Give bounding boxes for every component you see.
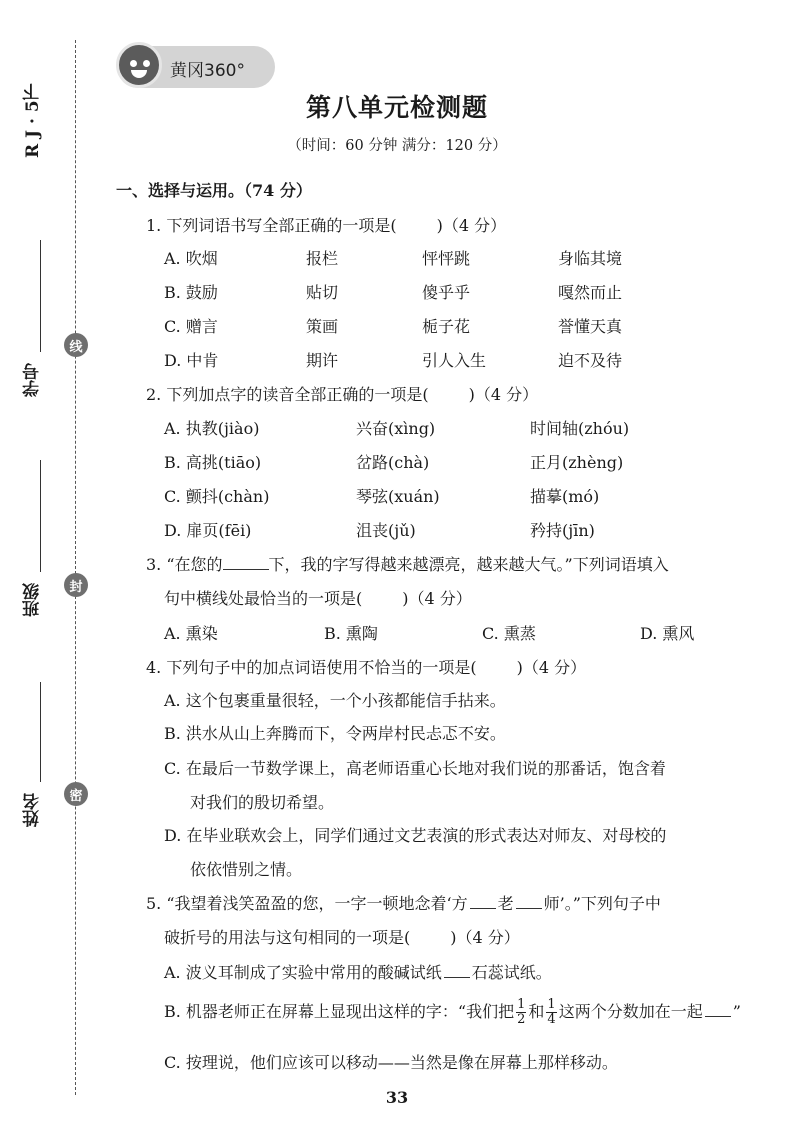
q3-option-b[interactable]: B. 熏陶 bbox=[324, 624, 378, 643]
q4-option-d-cont: 依依惜别之情。 bbox=[190, 860, 303, 879]
q2-word: 兴奋(xìng) bbox=[356, 419, 436, 438]
page-title: 第八单元检测题 bbox=[305, 93, 488, 122]
q5-option-a[interactable]: A. 波义耳制成了实验中常用的酸碱试纸 石蕊试纸。 bbox=[164, 963, 552, 982]
q1-word: 期许 bbox=[306, 351, 339, 370]
mascot-icon bbox=[116, 42, 162, 88]
question-4-stem: 4. 下列句子中的加点词语使用不恰当的一项是( )（4 分） bbox=[146, 658, 587, 677]
q1-option-b[interactable]: B. 鼓励 bbox=[164, 283, 218, 302]
q1-word: 报栏 bbox=[306, 249, 339, 268]
seal-seal: 封 bbox=[64, 573, 88, 597]
question-5-line2: 破折号的用法与这句相同的一项是( )（4 分） bbox=[164, 928, 520, 947]
q3-option-c[interactable]: C. 熏蒸 bbox=[482, 624, 536, 643]
page-subtitle: （时间：60 分钟 满分：120 分） bbox=[287, 138, 507, 154]
question-2-stem: 2. 下列加点字的读音全部正确的一项是( )（4 分） bbox=[146, 385, 539, 404]
q3-option-a[interactable]: A. 熏染 bbox=[164, 624, 218, 643]
name-field[interactable] bbox=[40, 682, 41, 782]
q4-option-d[interactable]: D. 在毕业联欢会上，同学们通过文艺表演的形式表达对师友、对母校的 bbox=[164, 826, 667, 845]
q4-option-c-cont: 对我们的殷切希望。 bbox=[190, 793, 335, 812]
q1-word: 怦怦跳 bbox=[422, 249, 471, 268]
section-heading: 一、选择与运用。（74 分） bbox=[116, 181, 312, 200]
class-label: 班级 bbox=[23, 583, 43, 617]
question-3-line2: 句中横线处最恰当的一项是( )（4 分） bbox=[164, 589, 472, 608]
q2-option-c[interactable]: C. 颤抖(chàn) bbox=[164, 487, 270, 506]
q2-word: 琴弦(xuán) bbox=[356, 487, 440, 506]
edition-label: R J · 5下 bbox=[23, 83, 43, 159]
q1-option-a[interactable]: A. 吹烟 bbox=[164, 249, 218, 268]
q4-option-a[interactable]: A. 这个包裹重量很轻，一个小孩都能信手拈来。 bbox=[164, 691, 506, 710]
q1-word: 誉懂天真 bbox=[558, 317, 623, 336]
q1-option-c[interactable]: C. 赠言 bbox=[164, 317, 218, 336]
q2-word: 沮丧(jǔ) bbox=[356, 521, 416, 540]
q1-word: 嘎然而止 bbox=[558, 283, 623, 302]
q5-option-c[interactable]: C. 按理说，他们应该可以移动——当然是像在屏幕上那样移动。 bbox=[164, 1053, 618, 1072]
q2-word: 时间轴(zhóu) bbox=[530, 419, 630, 438]
q4-option-b[interactable]: B. 洪水从山上奔腾而下，令两岸村民忐忑不安。 bbox=[164, 724, 506, 743]
fraction-quarter: $\frac{1}{4}$ bbox=[547, 997, 556, 1027]
q2-word: 岔路(chà) bbox=[356, 453, 430, 472]
student-id-label: 学号 bbox=[23, 363, 43, 397]
q1-word: 引人入生 bbox=[422, 351, 487, 370]
q1-word: 身临其境 bbox=[558, 249, 623, 268]
question-5-line1: 5. “我望着浅笑盈盈的您，一字一顿地念着‘方 老 师’。”下列句子中 bbox=[146, 894, 661, 913]
student-id-field[interactable] bbox=[40, 240, 41, 352]
q1-word: 策画 bbox=[306, 317, 339, 336]
q2-option-b[interactable]: B. 高挑(tiāo) bbox=[164, 453, 262, 472]
q2-word: 描摹(mó) bbox=[530, 487, 600, 506]
page-number: 33 bbox=[385, 1088, 409, 1107]
fraction-half: $\frac{1}{2}$ bbox=[517, 997, 526, 1027]
brand-text: 黄冈360° bbox=[170, 61, 245, 81]
q1-word: 栀子花 bbox=[422, 317, 471, 336]
q1-word: 傻乎乎 bbox=[422, 283, 471, 302]
question-1-stem: 1. 下列词语书写全部正确的一项是( )（4 分） bbox=[146, 216, 507, 235]
q5-option-b[interactable]: B. 机器老师正在屏幕上显现出这样的字：“我们把 $\frac{1}{2}$ 和 $\frac{1}{4}$ 这两个分数加在一起 ” bbox=[164, 997, 741, 1027]
name-label: 姓名 bbox=[23, 793, 43, 827]
q1-option-d[interactable]: D. 中肯 bbox=[164, 351, 219, 370]
q1-word: 贴切 bbox=[306, 283, 339, 302]
binding-dashed-line bbox=[75, 40, 76, 1095]
q4-option-c[interactable]: C. 在最后一节数学课上，高老师语重心长地对我们说的那番话，饱含着 bbox=[164, 759, 666, 778]
q1-word: 迫不及待 bbox=[558, 351, 623, 370]
q2-option-d[interactable]: D. 扉页(fēi) bbox=[164, 521, 252, 540]
q3-option-d[interactable]: D. 熏风 bbox=[640, 624, 695, 643]
seal-line: 线 bbox=[64, 333, 88, 357]
seal-secret: 密 bbox=[64, 782, 88, 806]
q2-option-a[interactable]: A. 执教(jiào) bbox=[164, 419, 260, 438]
q2-word: 正月(zhèng) bbox=[530, 453, 624, 472]
question-3-line1: 3. “在您的 下，我的字写得越来越漂亮，越来越大气。”下列词语填入 bbox=[146, 555, 669, 574]
class-field[interactable] bbox=[40, 460, 41, 572]
q2-word: 矜持(jīn) bbox=[530, 521, 595, 540]
